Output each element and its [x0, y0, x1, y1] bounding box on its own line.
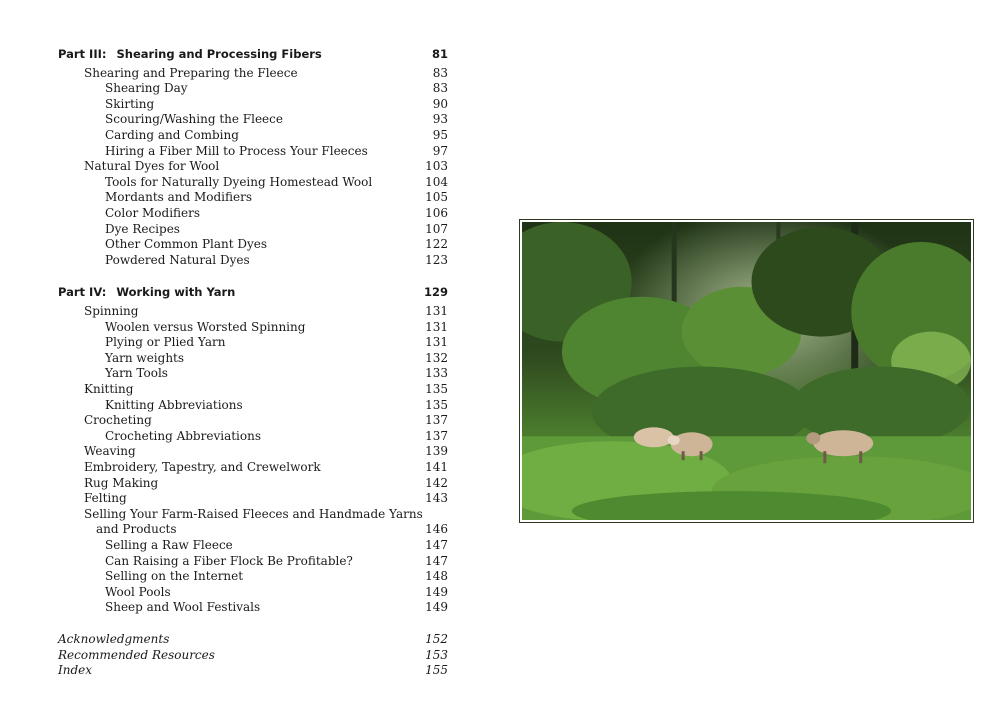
toc-entry-title: Knitting Abbreviations: [105, 397, 243, 412]
toc-page-number: 131: [425, 304, 448, 318]
toc-page-number: 147: [425, 538, 448, 552]
toc-page-number: 107: [425, 221, 448, 236]
toc-page-number: 135: [425, 397, 448, 412]
toc-page-number: 97: [432, 143, 448, 158]
toc-entry-title: Selling on the Internet: [105, 569, 244, 584]
toc-entry: [0, 334, 470, 350]
toc-part-title: [58, 46, 322, 62]
toc-part-label: Part IV:: [58, 285, 107, 300]
toc-part-label: Part III:: [58, 47, 107, 61]
toc-page-number: 146: [425, 522, 448, 537]
toc-entry-title: Recommended Resources: [58, 647, 215, 662]
toc-entry: [0, 143, 470, 159]
toc-entry-title: Yarn weights: [105, 350, 185, 365]
toc-entry: [0, 459, 470, 475]
toc-entry-title: Shearing and Preparing the Fleece: [84, 65, 298, 80]
toc-page-number: 81: [431, 47, 448, 61]
toc-page-number: 148: [425, 569, 448, 584]
toc-page-number: 149: [425, 600, 448, 615]
toc-entry: [0, 647, 470, 663]
toc-entry-title: Wool Pools: [105, 584, 171, 599]
toc-entry-title: Knitting: [84, 382, 134, 396]
toc-page-number: 137: [425, 428, 448, 443]
toc-entry: [0, 584, 470, 600]
toc-page-number: 131: [425, 319, 448, 334]
toc-entry: [0, 490, 470, 506]
toc-entry-title: Other Common Plant Dyes: [105, 237, 268, 252]
toc-entry: [0, 443, 470, 459]
toc-page-number: 123: [425, 252, 448, 267]
toc-page-number: 135: [425, 382, 448, 396]
toc-entry: [0, 174, 470, 190]
toc-entry: [0, 506, 470, 522]
toc-page-number: 106: [425, 206, 448, 220]
toc-page-number: 131: [425, 335, 448, 350]
toc-entry: [0, 111, 470, 127]
toc-entry: [0, 537, 470, 553]
toc-part-title: [58, 284, 235, 300]
toc-entry-title: Can Raising a Fiber Flock Be Profitable?: [105, 553, 353, 568]
toc-entry: [0, 221, 470, 237]
toc-entry-title: Embroidery, Tapestry, and Crewelwork: [84, 460, 321, 474]
toc-entry-title: Plying or Plied Yarn: [105, 335, 226, 350]
toc-entry: [0, 568, 470, 584]
toc-entry-title: Dye Recipes: [105, 221, 180, 236]
toc-page-number: 129: [423, 285, 448, 300]
toc-entry-title: Tools for Naturally Dyeing Homestead Wool: [105, 174, 373, 189]
toc-page-number: 83: [432, 81, 448, 96]
toc-entry-title: Crocheting: [84, 413, 152, 428]
toc-part-name: Working with Yarn: [116, 285, 236, 300]
toc-entry: [0, 350, 470, 366]
toc-page-number: 122: [425, 237, 448, 252]
toc-page-number: 95: [432, 128, 448, 142]
toc-entry-title: and Products: [96, 522, 177, 537]
toc-page-number: 137: [425, 413, 448, 428]
toc-page-number: 90: [432, 96, 448, 111]
toc-entry: [0, 65, 470, 81]
toc-part-heading: [0, 284, 470, 300]
toc-entry-title: Skirting: [105, 96, 155, 111]
toc-entry-title: Hiring a Fiber Mill to Process Your Fleeces: [105, 143, 368, 158]
toc-page-number: 93: [432, 112, 448, 127]
toc-entry: [0, 303, 470, 319]
toc-entry: [0, 189, 470, 205]
toc-page-number: 142: [425, 475, 448, 490]
toc-entry: [0, 127, 470, 143]
toc-part-name: Shearing and Processing Fibers: [116, 47, 322, 61]
toc-page-number: 133: [425, 366, 448, 381]
toc-entry-title: Spinning: [84, 304, 139, 318]
toc-entry-title: Sheep and Wool Festivals: [105, 600, 261, 615]
table-of-contents: [0, 0, 470, 709]
toc-entry-title: Natural Dyes for Wool: [84, 159, 220, 174]
toc-entry: [0, 412, 470, 428]
sheep-in-woods-photo: [519, 219, 974, 523]
toc-entry: [0, 96, 470, 112]
toc-entry: [0, 553, 470, 569]
toc-entry-title: Index: [58, 663, 93, 678]
toc-entry: [0, 662, 470, 678]
toc-page-number: 83: [432, 65, 448, 80]
toc-entry-title: Rug Making: [84, 475, 159, 490]
toc-page-number: 139: [425, 444, 448, 459]
photo-illustration: [522, 222, 971, 520]
toc-page-number: 143: [425, 491, 448, 506]
toc-entry: [0, 205, 470, 221]
toc-entry-title: Powdered Natural Dyes: [105, 252, 250, 267]
toc-entry: [0, 158, 470, 174]
toc-entry: [0, 475, 470, 491]
toc-entry: [0, 80, 470, 96]
toc-entry: [0, 252, 470, 268]
toc-page-number: 149: [425, 584, 448, 599]
toc-page-number: 103: [425, 159, 448, 174]
toc-page-number: 147: [425, 553, 448, 568]
toc-entry: [0, 599, 470, 615]
toc-entry-title: Crocheting Abbreviations: [105, 428, 261, 443]
toc-entry: [0, 428, 470, 444]
toc-entry-title: Scouring/Washing the Fleece: [105, 112, 283, 127]
toc-entry: [0, 631, 470, 647]
toc-entry-title: Yarn Tools: [105, 366, 168, 381]
toc-entry-title: Mordants and Modifiers: [105, 190, 253, 205]
toc-page-number: 153: [425, 647, 448, 662]
toc-page-number: 152: [425, 632, 448, 646]
toc-entry-title: Woolen versus Worsted Spinning: [105, 319, 306, 334]
toc-entry-title: Felting: [84, 491, 127, 506]
toc-entry: [0, 397, 470, 413]
toc-entry-title: Selling Your Farm-Raised Fleeces and Handmade Yarns: [84, 506, 423, 521]
toc-entry-title: Weaving: [84, 444, 136, 459]
toc-entry: [0, 381, 470, 397]
toc-entry: [0, 236, 470, 252]
toc-entry: [0, 365, 470, 381]
toc-entry-title: Color Modifiers: [105, 206, 201, 220]
toc-entry-title: Shearing Day: [105, 81, 188, 96]
toc-page-number: 155: [425, 663, 448, 678]
toc-page-number: 132: [425, 350, 448, 365]
toc-page-number: 104: [425, 174, 448, 189]
toc-page-number: 141: [425, 460, 448, 474]
toc-entry: [0, 319, 470, 335]
toc-entry-title: Carding and Combing: [105, 128, 239, 142]
toc-entry-title: Acknowledgments: [58, 632, 170, 646]
toc-entry: [0, 521, 470, 537]
toc-entry-title: Selling a Raw Fleece: [105, 538, 233, 552]
toc-page-number: 105: [425, 190, 448, 205]
toc-part-heading: [0, 46, 470, 62]
